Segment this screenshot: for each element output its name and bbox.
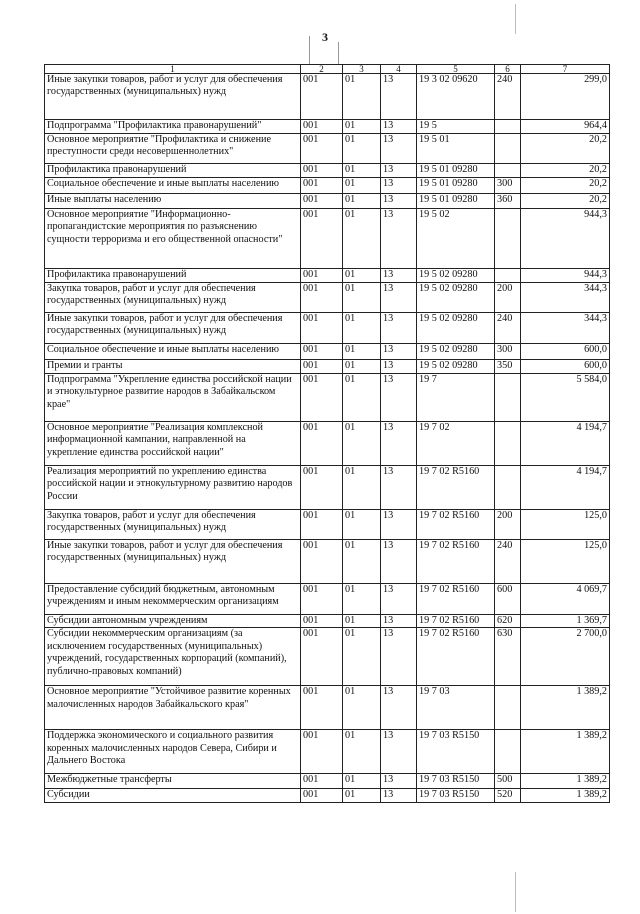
row-rz-cell: 01 bbox=[343, 789, 381, 803]
table-row bbox=[45, 344, 610, 360]
row-csr-cell: 19 7 02 bbox=[417, 422, 495, 466]
row-sum-cell: 4 194,7 bbox=[521, 422, 610, 466]
row-csr-cell: 19 7 02 R5160 bbox=[417, 466, 495, 510]
row-sum-cell: 964,4 bbox=[521, 120, 610, 134]
row-csr-cell: 19 5 01 bbox=[417, 134, 495, 164]
table-body bbox=[45, 74, 610, 803]
row-ved-cell: 001 bbox=[301, 540, 343, 584]
table-row bbox=[45, 422, 610, 466]
row-rz-cell: 01 bbox=[343, 283, 381, 313]
table-row bbox=[45, 686, 610, 730]
row-ved-cell: 001 bbox=[301, 283, 343, 313]
row-rz-cell: 01 bbox=[343, 584, 381, 615]
row-name-cell: Основное мероприятие "Профилактика и снижение преступности среди несовершеннолетних" bbox=[45, 134, 301, 164]
row-pr-cell: 13 bbox=[381, 178, 417, 194]
table-row bbox=[45, 283, 610, 313]
row-name-cell: Основное мероприятие "Реализация комплексной информационной кампании, направленной на укрепление единства российской нации" bbox=[45, 422, 301, 466]
row-rz-cell: 01 bbox=[343, 540, 381, 584]
col-header-ved: 2 bbox=[301, 65, 343, 74]
row-csr-cell: 19 7 03 R5150 bbox=[417, 789, 495, 803]
row-csr-cell: 19 5 02 09280 bbox=[417, 313, 495, 344]
row-csr-cell: 19 5 02 09280 bbox=[417, 269, 495, 283]
row-rz-cell: 01 bbox=[343, 466, 381, 510]
row-vr-cell bbox=[495, 120, 521, 134]
row-csr-cell: 19 7 03 R5150 bbox=[417, 730, 495, 774]
table-row bbox=[45, 789, 610, 803]
row-ved-cell: 001 bbox=[301, 615, 343, 628]
row-csr-cell: 19 7 02 R5160 bbox=[417, 628, 495, 686]
table-row bbox=[45, 313, 610, 344]
row-pr-cell: 13 bbox=[381, 774, 417, 789]
row-name-cell: Премии и гранты bbox=[45, 360, 301, 374]
row-name-cell: Реализация мероприятий по укреплению единства российской нации и этнокультурному развитию народов России bbox=[45, 466, 301, 510]
row-rz-cell: 01 bbox=[343, 686, 381, 730]
row-rz-cell: 01 bbox=[343, 269, 381, 283]
row-vr-cell bbox=[495, 134, 521, 164]
row-ved-cell: 001 bbox=[301, 422, 343, 466]
row-sum-cell: 1 389,2 bbox=[521, 789, 610, 803]
row-pr-cell: 13 bbox=[381, 134, 417, 164]
row-rz-cell: 01 bbox=[343, 615, 381, 628]
row-pr-cell: 13 bbox=[381, 686, 417, 730]
row-csr-cell: 19 5 01 09280 bbox=[417, 194, 495, 209]
row-ved-cell: 001 bbox=[301, 789, 343, 803]
row-ved-cell: 001 bbox=[301, 194, 343, 209]
table-row bbox=[45, 360, 610, 374]
row-name-cell: Иные выплаты населению bbox=[45, 194, 301, 209]
row-csr-cell: 19 7 bbox=[417, 374, 495, 422]
row-name-cell: Поддержка экономического и социального развития коренных малочисленных народов Севера, Сибири и Дальнего Востока bbox=[45, 730, 301, 774]
row-rz-cell: 01 bbox=[343, 209, 381, 269]
row-name-cell: Основное мероприятие "Устойчивое развитие коренных малочисленных народов Забайкальского края" bbox=[45, 686, 301, 730]
row-sum-cell: 4 069,7 bbox=[521, 584, 610, 615]
col-header-csr: 5 bbox=[417, 65, 495, 74]
table-header-row bbox=[45, 65, 610, 74]
row-csr-cell: 19 5 bbox=[417, 120, 495, 134]
row-vr-cell: 200 bbox=[495, 510, 521, 540]
row-rz-cell: 01 bbox=[343, 313, 381, 344]
row-pr-cell: 13 bbox=[381, 615, 417, 628]
binding-mark bbox=[338, 42, 339, 64]
row-pr-cell: 13 bbox=[381, 344, 417, 360]
row-pr-cell: 13 bbox=[381, 209, 417, 269]
row-csr-cell: 19 5 02 bbox=[417, 209, 495, 269]
row-name-cell: Социальное обеспечение и иные выплаты населению bbox=[45, 344, 301, 360]
row-vr-cell: 240 bbox=[495, 74, 521, 120]
row-vr-cell bbox=[495, 374, 521, 422]
table-row bbox=[45, 74, 610, 120]
row-name-cell: Иные закупки товаров, работ и услуг для обеспечения государственных (муниципальных) нужд bbox=[45, 313, 301, 344]
row-pr-cell: 13 bbox=[381, 360, 417, 374]
row-rz-cell: 01 bbox=[343, 164, 381, 178]
table-row bbox=[45, 134, 610, 164]
row-vr-cell: 620 bbox=[495, 615, 521, 628]
table-row bbox=[45, 584, 610, 615]
row-pr-cell: 13 bbox=[381, 164, 417, 178]
col-header-sum: 7 bbox=[521, 65, 610, 74]
col-header-pr: 4 bbox=[381, 65, 417, 74]
row-sum-cell: 20,2 bbox=[521, 164, 610, 178]
table-row bbox=[45, 510, 610, 540]
row-pr-cell: 13 bbox=[381, 730, 417, 774]
row-vr-cell: 240 bbox=[495, 540, 521, 584]
row-csr-cell: 19 3 02 09620 bbox=[417, 74, 495, 120]
row-name-cell: Основное мероприятие "Информационно-пропагандистские мероприятия по разъяснению сущности терроризма и его общественной опасности" bbox=[45, 209, 301, 269]
row-sum-cell: 20,2 bbox=[521, 134, 610, 164]
table-row bbox=[45, 615, 610, 628]
row-sum-cell: 20,2 bbox=[521, 178, 610, 194]
binding-mark bbox=[309, 36, 310, 64]
row-name-cell: Иные закупки товаров, работ и услуг для обеспечения государственных (муниципальных) нужд bbox=[45, 540, 301, 584]
table-row bbox=[45, 374, 610, 422]
table-row bbox=[45, 209, 610, 269]
row-ved-cell: 001 bbox=[301, 74, 343, 120]
table-row bbox=[45, 628, 610, 686]
row-name-cell: Межбюджетные трансферты bbox=[45, 774, 301, 789]
table-row bbox=[45, 466, 610, 510]
row-vr-cell: 630 bbox=[495, 628, 521, 686]
col-header-rz: 3 bbox=[343, 65, 381, 74]
row-name-cell: Профилактика правонарушений bbox=[45, 269, 301, 283]
table-row bbox=[45, 164, 610, 178]
row-rz-cell: 01 bbox=[343, 74, 381, 120]
row-ved-cell: 001 bbox=[301, 360, 343, 374]
row-rz-cell: 01 bbox=[343, 774, 381, 789]
row-name-cell: Субсидии некоммерческим организациям (за исключением государственных (муниципальных) учреждений, государственных корпораций (компаний), публично-правовых компаний) bbox=[45, 628, 301, 686]
row-csr-cell: 19 7 03 bbox=[417, 686, 495, 730]
row-ved-cell: 001 bbox=[301, 510, 343, 540]
row-sum-cell: 344,3 bbox=[521, 283, 610, 313]
table-row bbox=[45, 194, 610, 209]
row-ved-cell: 001 bbox=[301, 774, 343, 789]
page-number: 3 bbox=[322, 30, 328, 44]
row-sum-cell: 344,3 bbox=[521, 313, 610, 344]
row-vr-cell: 300 bbox=[495, 344, 521, 360]
row-name-cell: Социальное обеспечение и иные выплаты населению bbox=[45, 178, 301, 194]
row-csr-cell: 19 7 02 R5160 bbox=[417, 510, 495, 540]
row-name-cell: Субсидии bbox=[45, 789, 301, 803]
table-row bbox=[45, 774, 610, 789]
row-pr-cell: 13 bbox=[381, 120, 417, 134]
row-vr-cell: 520 bbox=[495, 789, 521, 803]
row-csr-cell: 19 7 02 R5160 bbox=[417, 584, 495, 615]
row-ved-cell: 001 bbox=[301, 164, 343, 178]
row-vr-cell bbox=[495, 164, 521, 178]
col-header-vr: 6 bbox=[495, 65, 521, 74]
table-row bbox=[45, 730, 610, 774]
row-name-cell: Субсидии автономным учреждениям bbox=[45, 615, 301, 628]
row-vr-cell: 600 bbox=[495, 584, 521, 615]
row-name-cell: Предоставление субсидий бюджетным, автономным учреждениям и иным некоммерческим организациям bbox=[45, 584, 301, 615]
row-sum-cell: 600,0 bbox=[521, 344, 610, 360]
row-ved-cell: 001 bbox=[301, 584, 343, 615]
row-rz-cell: 01 bbox=[343, 134, 381, 164]
row-ved-cell: 001 bbox=[301, 344, 343, 360]
row-vr-cell: 300 bbox=[495, 178, 521, 194]
row-pr-cell: 13 bbox=[381, 540, 417, 584]
table-row bbox=[45, 540, 610, 584]
scan-mark bbox=[515, 4, 516, 34]
row-sum-cell: 1 389,2 bbox=[521, 730, 610, 774]
row-sum-cell: 1 369,7 bbox=[521, 615, 610, 628]
row-csr-cell: 19 7 02 R5160 bbox=[417, 540, 495, 584]
row-vr-cell: 360 bbox=[495, 194, 521, 209]
row-ved-cell: 001 bbox=[301, 374, 343, 422]
row-rz-cell: 01 bbox=[343, 510, 381, 540]
table-row bbox=[45, 178, 610, 194]
row-name-cell: Подпрограмма "Профилактика правонарушений" bbox=[45, 120, 301, 134]
row-pr-cell: 13 bbox=[381, 466, 417, 510]
row-pr-cell: 13 bbox=[381, 74, 417, 120]
row-pr-cell: 13 bbox=[381, 283, 417, 313]
row-vr-cell: 350 bbox=[495, 360, 521, 374]
row-vr-cell: 240 bbox=[495, 313, 521, 344]
row-sum-cell: 4 194,7 bbox=[521, 466, 610, 510]
row-csr-cell: 19 7 03 R5150 bbox=[417, 774, 495, 789]
row-csr-cell: 19 5 01 09280 bbox=[417, 178, 495, 194]
row-ved-cell: 001 bbox=[301, 134, 343, 164]
row-rz-cell: 01 bbox=[343, 120, 381, 134]
row-pr-cell: 13 bbox=[381, 584, 417, 615]
row-name-cell: Иные закупки товаров, работ и услуг для обеспечения государственных (муниципальных) нужд bbox=[45, 74, 301, 120]
row-rz-cell: 01 bbox=[343, 344, 381, 360]
table-row bbox=[45, 120, 610, 134]
row-rz-cell: 01 bbox=[343, 194, 381, 209]
row-sum-cell: 20,2 bbox=[521, 194, 610, 209]
row-ved-cell: 001 bbox=[301, 178, 343, 194]
row-sum-cell: 299,0 bbox=[521, 74, 610, 120]
row-name-cell: Подпрограмма "Укрепление единства российской нации и этнокультурное развитие народов в Забайкальском крае" bbox=[45, 374, 301, 422]
row-ved-cell: 001 bbox=[301, 209, 343, 269]
row-sum-cell: 1 389,2 bbox=[521, 774, 610, 789]
row-vr-cell bbox=[495, 730, 521, 774]
row-pr-cell: 13 bbox=[381, 628, 417, 686]
row-pr-cell: 13 bbox=[381, 194, 417, 209]
row-ved-cell: 001 bbox=[301, 628, 343, 686]
row-csr-cell: 19 5 02 09280 bbox=[417, 344, 495, 360]
row-pr-cell: 13 bbox=[381, 374, 417, 422]
row-rz-cell: 01 bbox=[343, 360, 381, 374]
row-rz-cell: 01 bbox=[343, 178, 381, 194]
row-rz-cell: 01 bbox=[343, 628, 381, 686]
row-sum-cell: 1 389,2 bbox=[521, 686, 610, 730]
row-sum-cell: 125,0 bbox=[521, 540, 610, 584]
row-pr-cell: 13 bbox=[381, 313, 417, 344]
row-ved-cell: 001 bbox=[301, 730, 343, 774]
scan-mark bbox=[515, 872, 516, 912]
row-csr-cell: 19 5 02 09280 bbox=[417, 360, 495, 374]
row-ved-cell: 001 bbox=[301, 313, 343, 344]
row-vr-cell: 200 bbox=[495, 283, 521, 313]
budget-table bbox=[44, 64, 610, 803]
row-vr-cell: 500 bbox=[495, 774, 521, 789]
row-name-cell: Закупка товаров, работ и услуг для обеспечения государственных (муниципальных) нужд bbox=[45, 283, 301, 313]
col-header-name: 1 bbox=[45, 65, 301, 74]
row-sum-cell: 2 700,0 bbox=[521, 628, 610, 686]
row-vr-cell bbox=[495, 422, 521, 466]
row-ved-cell: 001 bbox=[301, 120, 343, 134]
row-name-cell: Закупка товаров, работ и услуг для обеспечения государственных (муниципальных) нужд bbox=[45, 510, 301, 540]
row-sum-cell: 125,0 bbox=[521, 510, 610, 540]
row-ved-cell: 001 bbox=[301, 686, 343, 730]
row-pr-cell: 13 bbox=[381, 510, 417, 540]
row-rz-cell: 01 bbox=[343, 730, 381, 774]
table-row bbox=[45, 269, 610, 283]
row-pr-cell: 13 bbox=[381, 269, 417, 283]
row-rz-cell: 01 bbox=[343, 422, 381, 466]
row-csr-cell: 19 5 01 09280 bbox=[417, 164, 495, 178]
row-sum-cell: 5 584,0 bbox=[521, 374, 610, 422]
row-ved-cell: 001 bbox=[301, 269, 343, 283]
row-sum-cell: 944,3 bbox=[521, 269, 610, 283]
row-vr-cell bbox=[495, 686, 521, 730]
row-rz-cell: 01 bbox=[343, 374, 381, 422]
row-vr-cell bbox=[495, 269, 521, 283]
row-sum-cell: 600,0 bbox=[521, 360, 610, 374]
row-csr-cell: 19 5 02 09280 bbox=[417, 283, 495, 313]
row-ved-cell: 001 bbox=[301, 466, 343, 510]
row-vr-cell bbox=[495, 209, 521, 269]
row-sum-cell: 944,3 bbox=[521, 209, 610, 269]
row-pr-cell: 13 bbox=[381, 789, 417, 803]
row-pr-cell: 13 bbox=[381, 422, 417, 466]
row-name-cell: Профилактика правонарушений bbox=[45, 164, 301, 178]
row-csr-cell: 19 7 02 R5160 bbox=[417, 615, 495, 628]
row-vr-cell bbox=[495, 466, 521, 510]
